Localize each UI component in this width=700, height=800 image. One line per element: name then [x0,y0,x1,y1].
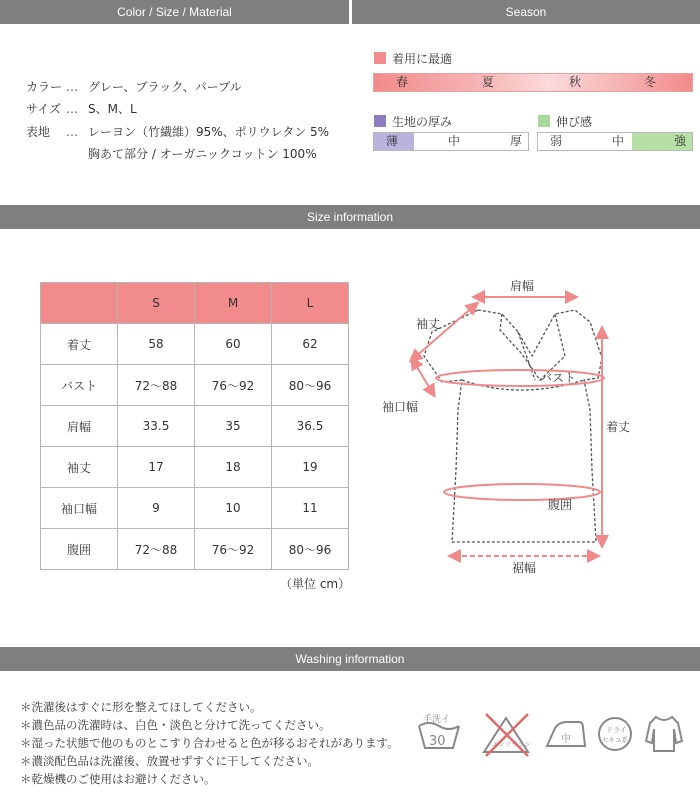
diagram-shoulder-label: 肩幅 [510,279,535,293]
iron-text: 中 [561,734,571,745]
row-label: 袖口幅 [41,488,118,529]
table-cell: 76〜92 [195,365,272,406]
table-row [41,488,349,529]
stretch-gauge [537,132,693,151]
table-cell: 72〜88 [118,529,195,570]
row-label: バスト [41,365,118,406]
table-cell: 36.5 [272,406,349,447]
season-legend-swatch [374,52,386,64]
diagram-cuff-label: 袖口幅 [382,400,419,414]
season-spring: 春 [396,75,409,89]
table-cell: 62 [272,324,349,365]
season-autumn: 秋 [569,75,582,89]
washing-note: ＊洗濯後はすぐに形を整えてほしてください。 [20,700,262,714]
table-cell: 33.5 [118,406,195,447]
thickness-legend-swatch [374,115,386,127]
table-cell: 58 [118,324,195,365]
season-winter: 冬 [644,75,657,89]
thickness-legend-label: 生地の厚み [392,115,453,129]
bust-ellipse [436,370,604,386]
size-table-header-row [41,283,349,324]
hand-wash-text: 手洗イ [423,715,451,725]
spec-color: カラー … グレー、ブラック、パープル [26,80,242,94]
table-row [41,365,349,406]
iron-icon [543,716,589,752]
hand-wash-temp: 30 [429,734,446,749]
table-cell: 10 [195,488,272,529]
dry-clean-text-2: セキユ系 [602,736,628,744]
table-cell: 60 [195,324,272,365]
washing-note: ＊湿った状態で他のものとこすり合わせると色が移るおそれがあります。 [20,736,399,750]
cuff-arrow [414,362,432,392]
row-label: 腹囲 [41,529,118,570]
season-legend-label: 着用に最適 [392,52,453,66]
size-info-header: Size information [0,205,700,229]
row-label: 着丈 [41,324,118,365]
stretch-legend-swatch [538,115,550,127]
table-cell: 72〜88 [118,365,195,406]
table-cell: 80〜96 [272,365,349,406]
washing-note: ＊濃色品の洗濯時は、白色・淡色と分けて洗ってください。 [20,718,331,732]
stretch-legend-label: 伸び感 [556,115,593,129]
no-bleach-icon [480,710,532,758]
diagram-length-label: 着丈 [606,420,631,434]
table-row [41,406,349,447]
season-gauge [373,73,693,92]
unit-label: （単位 cm） [280,577,351,591]
table-cell: 80〜96 [272,529,349,570]
table-cell: 18 [195,447,272,488]
table-cell: 11 [272,488,349,529]
diagram-waist-label: 腹囲 [548,498,573,512]
size-table-corner [41,283,118,324]
washing-note: ＊濃淡配色品は洗濯後、放置せずすぐに干してください。 [20,754,319,768]
washing-header: Washing information [0,647,700,671]
spec-material-sub: 胸あて部分 / オーガニックコットン 100% [88,147,317,161]
hand-wash-icon [415,712,463,756]
thickness-thin: 薄 [386,134,399,148]
size-col-m: M [195,283,272,324]
table-row [41,529,349,570]
size-table [40,282,349,570]
dry-clean-icon [596,715,634,753]
sleeve-arrow [414,306,474,358]
row-label: 肩幅 [41,406,118,447]
dry-clean-text-1: ドライ [606,726,627,734]
season-header: Season [352,0,700,24]
row-label: 袖丈 [41,447,118,488]
diagram-bust-label: バスト [540,371,577,385]
stretch-strong: 強 [674,134,687,148]
waist-ellipse [444,484,600,500]
thickness-medium: 中 [448,134,461,148]
stretch-medium: 中 [612,134,625,148]
table-cell: 17 [118,447,195,488]
no-bleach-text: エンソサラシ [492,740,531,748]
thickness-gauge [373,132,529,151]
table-cell: 9 [118,488,195,529]
thickness-thick: 厚 [510,134,523,148]
table-cell: 19 [272,447,349,488]
table-cell: 35 [195,406,272,447]
diagram-sleeve-label: 袖丈 [416,317,441,331]
season-summer: 夏 [482,75,495,89]
flat-dry-icon [644,713,684,755]
spec-material: 表地 … レーヨン（竹繊維）95%、ポリウレタン 5% [26,125,330,139]
washing-note: ＊乾燥機のご使用はお避けください。 [20,772,216,786]
table-row [41,324,349,365]
material-header: Color / Size / Material [0,0,349,24]
size-col-l: L [272,283,349,324]
garment-outline [424,310,602,542]
size-col-s: S [118,283,195,324]
spec-size: サイズ … S、M、L [26,102,137,116]
table-row [41,447,349,488]
table-cell: 76〜92 [195,529,272,570]
diagram-hem-label: 裾幅 [512,561,537,575]
stretch-weak: 弱 [550,134,563,148]
